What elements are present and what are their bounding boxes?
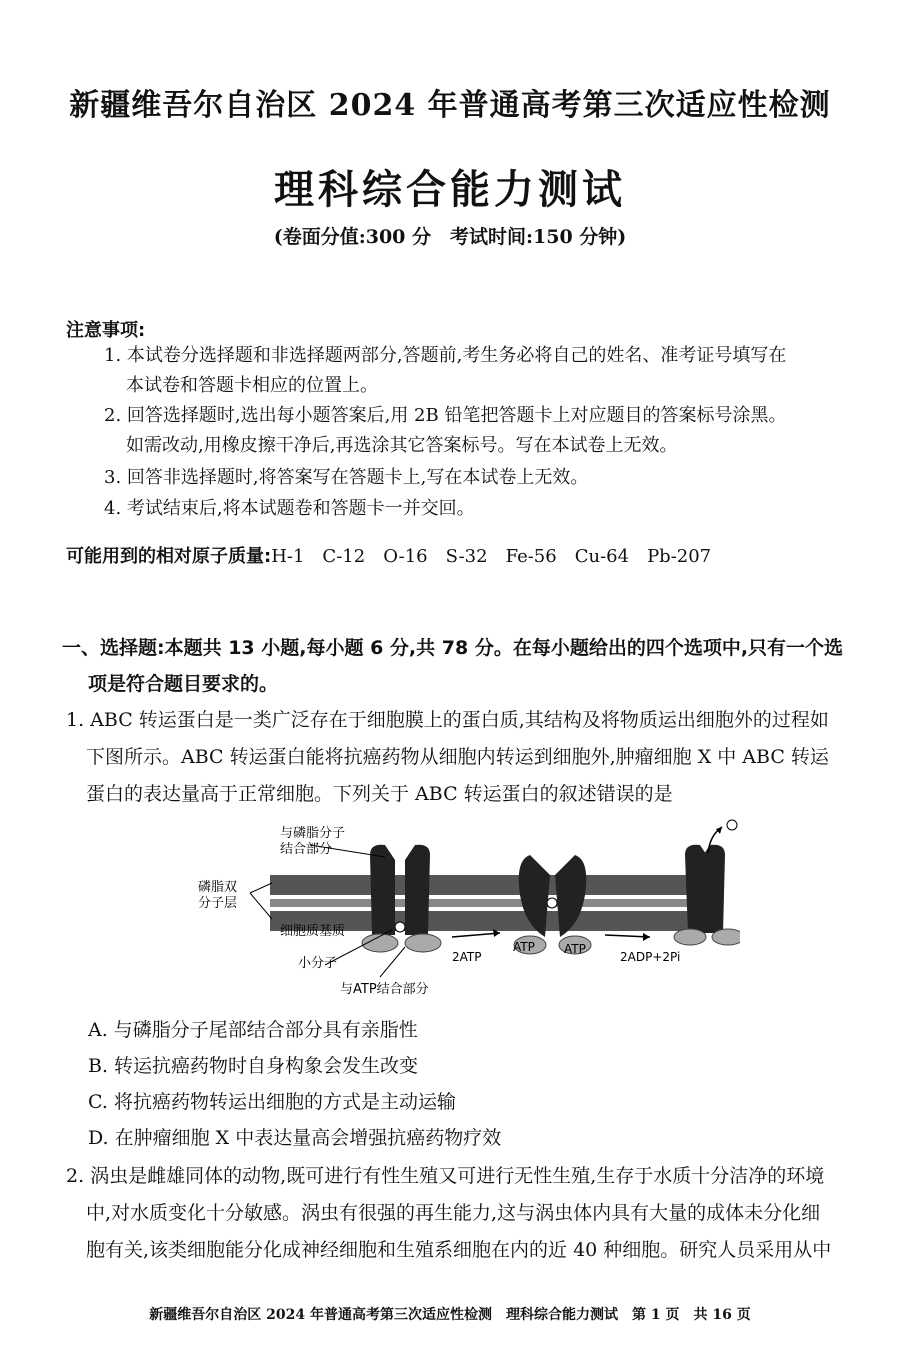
label-atp-site: 与ATP结合部分 (340, 982, 429, 997)
notice-item-2 (104, 401, 876, 461)
label-2atp: 2ATP (452, 950, 482, 964)
question-2-stem (66, 1158, 882, 1269)
pointer-bilayer-b (250, 893, 272, 919)
notice-item-4-line1: 4. 考试结束后,将本试题卷和答题卡一并交回。 (104, 498, 475, 519)
notice-item-4 (104, 494, 876, 524)
q2-line2: 中,对水质变化十分敏感。涡虫有很强的再生能力,这与涡虫体内具有大量的成体未分化细 (86, 1202, 821, 1224)
q2-line3: 胞有关,该类细胞能分化成神经细胞和生殖系细胞在内的近 40 种细胞。研究人员采用从中 (86, 1239, 832, 1261)
q2-line1: 2. 涡虫是雌雄同体的动物,既可进行有性生殖又可进行无性生殖,生存于水质十分洁净的环境 (66, 1165, 825, 1187)
question-1-stem (66, 702, 882, 813)
notice-item-2-line1: 2. 回答选择题时,选出每小题答案后,用 2B 铅笔把答题卡上对应题目的答案标号涂黑。 (104, 405, 787, 426)
label-atp-b: ATP (564, 942, 586, 956)
notice-item-1-line1: 1. 本试卷分选择题和非选择题两部分,答题前,考生务必将自己的姓名、准考证号填写在 (104, 345, 787, 366)
abc-transporter-figure (180, 815, 740, 1005)
label-binding2: 结合部分 (280, 842, 333, 857)
section-1-line1: 一、选择题:本题共 13 小题,每小题 6 分,共 78 分。在每小题给出的四个选项中,只有一个选 (62, 637, 844, 659)
label-small: 小分子 (298, 956, 338, 971)
membrane-top-layer (270, 875, 720, 895)
q1-line2: 下图所示。ABC 转运蛋白能将抗癌药物从细胞内转运到细胞外,肿瘤细胞 X 中 ABC 转运 (86, 746, 829, 768)
atomic-masses-values: H-1 C-12 O-16 S-32 Fe-56 Cu-64 Pb-207 (271, 546, 712, 567)
page-footer: 新疆维吾尔自治区 2024 年普通高考第三次适应性检测 理科综合能力测试 第 1 页 共 16 页 (149, 1307, 751, 1323)
label-adp: 2ADP+2Pi (620, 950, 681, 964)
q1-options (88, 1012, 501, 1156)
atomic-masses (66, 542, 711, 568)
label-cytoplasm: 细胞质基质 (280, 924, 346, 939)
membrane-mid-layer (270, 899, 720, 907)
transporter-1 (362, 845, 441, 952)
q1-option-b: B. 转运抗癌药物时自身构象会发生改变 (88, 1055, 419, 1077)
notice-item-1 (104, 341, 876, 401)
arrow-1 (452, 933, 500, 937)
subject-title: 理科综合能力测试 (274, 167, 626, 213)
q1-option-c: C. 将抗癌药物转运出细胞的方式是主动运输 (88, 1091, 456, 1113)
score-time: (卷面分值:300 分 考试时间:150 分钟) (273, 226, 627, 248)
section-1-line2: 项是符合题目要求的。 (88, 673, 279, 695)
q1-option-a: A. 与磷脂分子尾部结合部分具有亲脂性 (88, 1019, 418, 1041)
notice-item-3-line1: 3. 回答非选择题时,将答案写在答题卡上,写在本试卷上无效。 (104, 467, 589, 488)
label-bilayer: 磷脂双 (198, 880, 238, 895)
label-binding: 与磷脂分子 (280, 826, 346, 841)
q1-option-d: D. 在肿瘤细胞 X 中表达量高会增强抗癌药物疗效 (88, 1127, 502, 1149)
notice-heading: 注意事项: (66, 320, 146, 341)
label-bilayer2: 分子层 (198, 896, 238, 911)
exam-title: 新疆维吾尔自治区 2024 年普通高考第三次适应性检测 (69, 88, 831, 123)
atomic-masses-label: 可能用到的相对原子质量: (66, 546, 272, 567)
pointer-bilayer-a (250, 883, 272, 893)
q1-line1: 1. ABC 转运蛋白是一类广泛存在于细胞膜上的蛋白质,其结构及将物质运出细胞外的过程如 (66, 709, 829, 731)
notice-item-2-line2: 如需改动,用橡皮擦干净后,再选涂其它答案标号。写在本试卷上无效。 (126, 435, 678, 456)
notice-item-3 (104, 463, 876, 493)
section-1-heading (62, 630, 882, 702)
notice-item-1-line2: 本试卷和答题卡相应的位置上。 (126, 375, 378, 396)
q1-line3: 蛋白的表达量高于正常细胞。下列关于 ABC 转运蛋白的叙述错误的是 (86, 783, 673, 805)
label-atp-a: ATP (513, 940, 535, 954)
